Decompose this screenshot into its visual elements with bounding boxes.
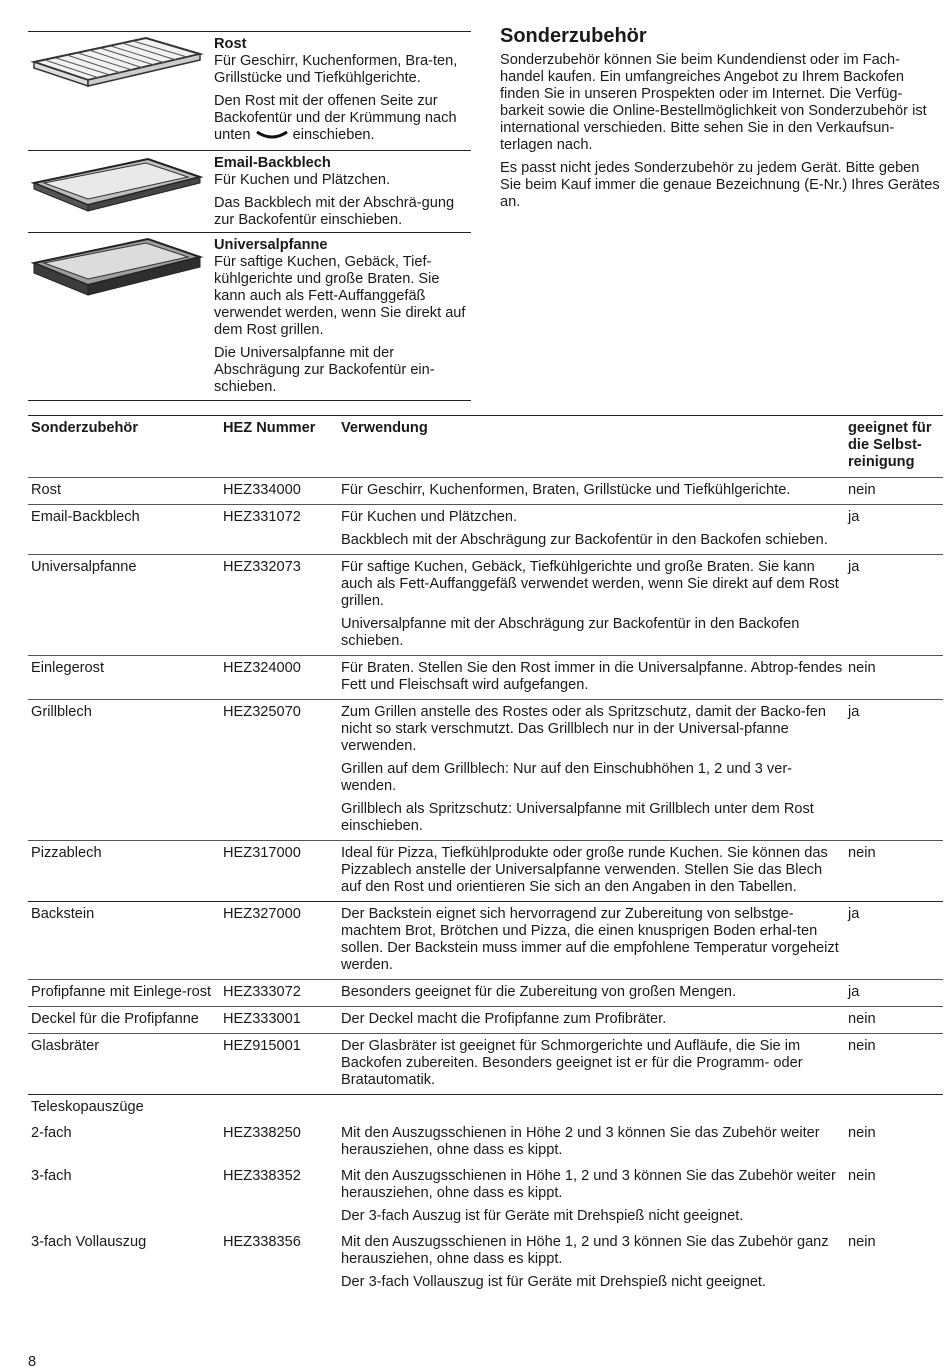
usage-paragraph: Grillblech als Spritzschutz: Universalpfanne mit Grillblech unter dem Rost einschieben. [341, 801, 814, 834]
header-accessory: Sonderzubehör [31, 420, 139, 436]
usage-paragraph: Der 3-fach Vollauszug ist für Geräte mit Drehspieß nicht geeignet. [341, 1274, 767, 1290]
cell-hez: HEZ332073 [223, 559, 301, 575]
cell-usage [341, 1011, 848, 1028]
header-self-clean: geeignet für die Selbst-reinigung [848, 420, 932, 470]
accessory-table [28, 415, 943, 1296]
accessory-universalpfanne-text [214, 233, 471, 401]
cell-hez: HEZ325070 [223, 704, 301, 720]
cell-hez: HEZ338250 [223, 1125, 301, 1141]
usage-paragraph: Zum Grillen anstelle des Rostes oder als Spritzschutz, damit der Backo-fen nicht so stark verschmutzt. Das Grillblech nur in der Universal-pfanne verwenden. [341, 704, 827, 754]
accessory-description: Für Kuchen und Plätzchen. [214, 172, 391, 188]
page-number: 8 [28, 1354, 37, 1370]
accessory-rost-text [214, 32, 471, 149]
table-row [28, 1164, 943, 1230]
cell-hez: HEZ333001 [223, 1011, 301, 1027]
usage-paragraph: Der Glasbräter ist geeignet für Schmorgerichte und Aufläufe, die Sie im Backofen zubereiten. Besonders geeignet ist er für die Programm- oder Bratautomatik. [341, 1038, 803, 1088]
cell-hez [221, 1099, 341, 1116]
usage-paragraph: Mit den Auszugsschienen in Höhe 1, 2 und 3 können Sie das Zubehör weiter herausziehen, ohne dass es kippt. [341, 1168, 836, 1201]
cell-accessory: Deckel für die Profipfanne [31, 1011, 199, 1027]
table-row [28, 1121, 943, 1164]
usage-paragraph: Der Deckel macht die Profipfanne zum Profibräter. [341, 1011, 667, 1027]
cell-usage [341, 1099, 848, 1116]
usage-paragraph: Für saftige Kuchen, Gebäck, Tiefkühlgerichte und große Braten. Sie kann auch als Fett-Auffanggefäß verwendet werden, wenn Sie direkt auf dem Rost grillen. [341, 559, 839, 609]
cell-accessory: Universalpfanne [31, 559, 137, 575]
cell-self-clean: ja [848, 559, 860, 575]
cell-self-clean: nein [848, 1038, 876, 1054]
cell-usage [341, 704, 848, 835]
cell-self-clean: ja [848, 509, 860, 525]
accessory-description: Für saftige Kuchen, Gebäck, Tief-kühlgerichte und große Braten. Sie kann auch als Fett-Auffanggefäß verwendet werden, wenn Sie direkt auf dem Rost grillen. [214, 254, 466, 338]
cell-accessory: Pizzablech [31, 845, 102, 861]
usage-paragraph: Grillen auf dem Grillblech: Nur auf den Einschubhöhen 1, 2 und 3 ver-wenden. [341, 761, 793, 794]
cell-usage [341, 482, 848, 499]
cell-self-clean: nein [848, 482, 876, 498]
cell-hez: HEZ338356 [223, 1234, 301, 1250]
table-row [28, 902, 943, 980]
table-row [28, 1034, 943, 1095]
table-row [28, 555, 943, 656]
cell-hez: HEZ334000 [223, 482, 301, 498]
accessory-insert-note: Die Universalpfanne mit der Abschrägung zur Backofentür ein-schieben. [214, 345, 435, 395]
cell-self-clean: nein [848, 845, 876, 861]
cell-usage [341, 509, 848, 549]
table-row [28, 700, 943, 841]
cell-usage [341, 984, 848, 1001]
cell-hez: HEZ324000 [223, 660, 301, 676]
cell-self-clean: nein [848, 1011, 876, 1027]
header-usage: Verwendung [341, 420, 428, 436]
table-row [28, 1007, 943, 1034]
cell-self-clean: nein [848, 1125, 876, 1141]
cell-accessory: Glasbräter [31, 1038, 100, 1054]
cell-accessory: Backstein [31, 906, 95, 922]
header-hez: HEZ Nummer [223, 420, 316, 436]
table-row [28, 478, 943, 505]
accessory-title: Rost [214, 36, 247, 52]
usage-paragraph: Für Kuchen und Plätzchen. [341, 509, 518, 525]
accessory-list [28, 31, 471, 401]
cell-hez: HEZ327000 [223, 906, 301, 922]
cell-self-clean: nein [848, 660, 876, 676]
usage-paragraph: Universalpfanne mit der Abschrägung zur Backofentür in den Backofen schieben. [341, 616, 800, 649]
cell-accessory: Profipfanne mit Einlege-rost [31, 984, 212, 1000]
cell-self-clean: ja [848, 906, 860, 922]
section-paragraph: Sonderzubehör können Sie beim Kundendienst oder im Fach-handel kaufen. Ein umfangreiches Angebot zu Ihrem Backofen finden Sie in unseren Prospekten oder im Internet. Die Verfüg-barkeit sowie die Online-Bestellmöglichkeit von Sonderzubehör ist international verschieden. Bitte sehen Sie in den Verkaufsun-terlagen nach. [500, 52, 927, 153]
cell-accessory: 3-fach [31, 1168, 72, 1184]
accessory-rost [28, 32, 471, 151]
accessory-email-backblech-text [214, 151, 471, 234]
cell-usage [341, 1168, 848, 1225]
table-row [28, 1230, 943, 1296]
cell-usage [341, 906, 848, 974]
cell-usage [341, 1125, 848, 1159]
cell-accessory: Rost [31, 482, 62, 498]
table-row [28, 656, 943, 700]
cell-accessory: Teleskopauszüge [31, 1099, 144, 1115]
cell-self-clean [848, 1099, 943, 1116]
cell-self-clean: nein [848, 1234, 876, 1250]
sonderzubehoer-section [500, 24, 942, 217]
table-row [28, 505, 943, 555]
table-header-row [28, 416, 943, 478]
curve-down-icon [255, 130, 289, 140]
accessory-title: Universalpfanne [214, 237, 328, 253]
cell-accessory: Email-Backblech [31, 509, 140, 525]
cell-accessory: 2-fach [31, 1125, 72, 1141]
cell-usage [341, 559, 848, 650]
table-body [28, 478, 943, 1296]
accessory-title: Email-Backblech [214, 155, 331, 171]
cell-self-clean: ja [848, 704, 860, 720]
baking-tray-icon [28, 151, 206, 231]
cell-accessory: 3-fach Vollauszug [31, 1234, 147, 1250]
cell-hez: HEZ333072 [223, 984, 301, 1000]
usage-paragraph: Besonders geeignet für die Zubereitung von großen Mengen. [341, 984, 737, 1000]
cell-self-clean: ja [848, 984, 860, 1000]
usage-paragraph: Der Backstein eignet sich hervorragend zur Zubereitung von selbstge-machtem Brot, Brötchen und Pizza, die einen knusprigen Boden erhal-ten sollen. Der Backstein muss immer auf die empfohlene Temperatur vorgeheizt werden. [341, 906, 839, 973]
accessory-email-backblech [28, 151, 471, 233]
cell-hez: HEZ338352 [223, 1168, 301, 1184]
usage-paragraph: Mit den Auszugsschienen in Höhe 1, 2 und 3 können Sie das Zubehör ganz herausziehen, ohne dass es kippt. [341, 1234, 829, 1267]
accessory-insert-note: Das Backblech mit der Abschrä-gung zur Backofentür einschieben. [214, 195, 455, 228]
cell-usage [341, 660, 848, 694]
table-row [28, 1095, 943, 1121]
usage-paragraph: Mit den Auszugsschienen in Höhe 2 und 3 können Sie das Zubehör weiter herausziehen, ohne dass es kippt. [341, 1125, 820, 1158]
cell-hez: HEZ331072 [223, 509, 301, 525]
cell-accessory: Grillblech [31, 704, 92, 720]
table-row [28, 980, 943, 1007]
cell-self-clean: nein [848, 1168, 876, 1184]
cell-usage [341, 1234, 848, 1291]
usage-paragraph: Ideal für Pizza, Tiefkühlprodukte oder große runde Kuchen. Sie können das Pizzablech anstelle der Universalpfanne verwenden. Stellen Sie das Blech auf den Rost und orientieren Sie sich an den Angaben in den Tabellen. [341, 845, 828, 895]
cell-hez: HEZ317000 [223, 845, 301, 861]
section-paragraph: Es passt nicht jedes Sonderzubehör zu jedem Gerät. Bitte geben Sie beim Kauf immer die genaue Bezeichnung (E-Nr.) Ihres Gerätes an. [500, 160, 940, 210]
usage-paragraph: Der 3-fach Auszug ist für Geräte mit Drehspieß nicht geeignet. [341, 1208, 744, 1224]
cell-hez: HEZ915001 [223, 1038, 301, 1054]
accessory-insert-note: Den Rost mit der offenen Seite zur Backofentür und der Krümmung nach unten einschieben. [214, 93, 457, 143]
cell-usage [341, 845, 848, 896]
accessory-description: Für Geschirr, Kuchenformen, Bra-ten, Grillstücke und Tiefkühlgerichte. [214, 53, 458, 86]
usage-paragraph: Backblech mit der Abschrägung zur Backofentür in den Backofen schieben. [341, 532, 828, 548]
table-row [28, 841, 943, 902]
accessory-universalpfanne [28, 233, 471, 401]
usage-paragraph: Für Geschirr, Kuchenformen, Braten, Grillstücke und Tiefkühlgerichte. [341, 482, 791, 498]
universal-pan-icon [28, 233, 206, 313]
usage-paragraph: Für Braten. Stellen Sie den Rost immer in die Universalpfanne. Abtrop-fendes Fett und Fleischsaft wird aufgefangen. [341, 660, 843, 693]
wire-rack-icon [28, 32, 206, 112]
cell-usage [341, 1038, 848, 1089]
section-heading: Sonderzubehör [500, 25, 647, 47]
cell-accessory: Einlegerost [31, 660, 105, 676]
